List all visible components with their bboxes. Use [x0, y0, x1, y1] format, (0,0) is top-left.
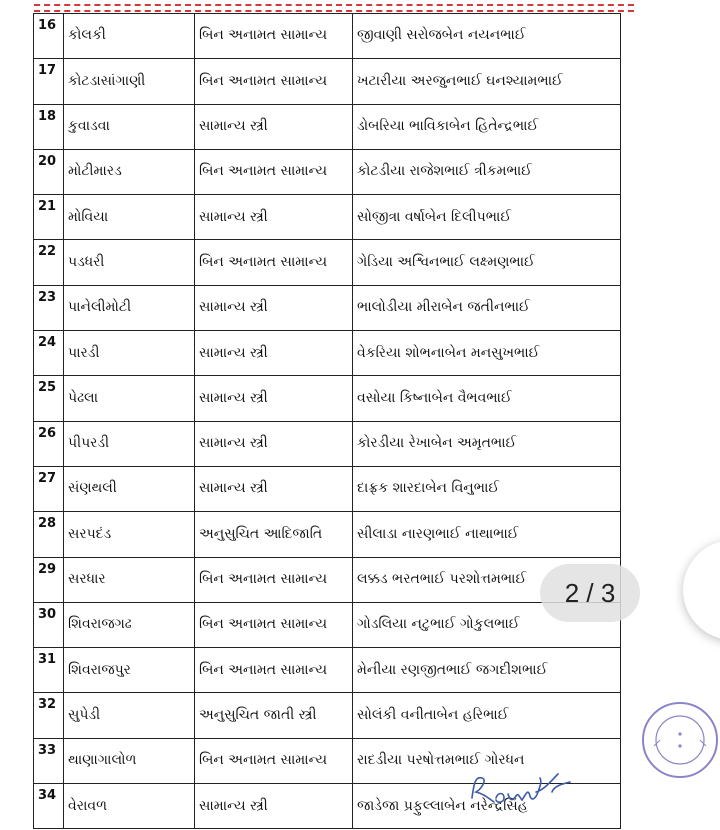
village-cell: પેઢલા: [64, 376, 195, 421]
candidate-name-cell: દાફ્રક શારદાબેન વિનુભાઈ: [353, 466, 621, 511]
category-cell: સામાન્ય સ્ત્રી: [195, 285, 353, 330]
row-number: 17: [34, 59, 64, 104]
page-indicator: 2 / 3: [540, 564, 640, 622]
seal-stamp: [640, 700, 720, 780]
table-row: [34, 648, 621, 693]
category-cell: બિન અનામત સામાન્ય: [195, 149, 353, 194]
top-dashed-rule: [34, 4, 634, 12]
table-row: [34, 466, 621, 511]
row-number: 34: [34, 784, 64, 829]
row-number: 24: [34, 331, 64, 376]
category-cell: બિન અનામત સામાન્ય: [195, 14, 353, 59]
candidate-name-cell: રાદડીયા પરષોત્તમભાઈ ગોરધન: [353, 738, 621, 783]
table-row: [34, 693, 621, 738]
category-cell: સામાન્ય સ્ત્રી: [195, 784, 353, 829]
table-row: [34, 59, 621, 104]
village-cell: સરપદંડ: [64, 512, 195, 557]
village-cell: પાનેલીમોટી: [64, 285, 195, 330]
row-number: 18: [34, 104, 64, 149]
category-cell: બિન અનામત સામાન્ય: [195, 240, 353, 285]
category-cell: સામાન્ય સ્ત્રી: [195, 376, 353, 421]
candidate-name-cell: લક્કડ ભરતભાઈ પરશોત્તમભાઈ: [353, 557, 621, 602]
row-number: 31: [34, 648, 64, 693]
candidates-table: [33, 13, 621, 829]
table-row: [34, 149, 621, 194]
candidate-name-cell: ભાલોડીયા મીરાબેન જતીનભાઈ: [353, 285, 621, 330]
village-cell: પારડી: [64, 331, 195, 376]
village-cell: મોવિયા: [64, 195, 195, 240]
candidate-name-cell: કોટડીયા રાજેશભાઈ ત્રીકમભાઈ: [353, 149, 621, 194]
row-number: 29: [34, 557, 64, 602]
candidate-name-cell: સોલંકી વનીતાબેન હરિભાઈ: [353, 693, 621, 738]
category-cell: અનુસુચિત જાતી સ્ત્રી: [195, 693, 353, 738]
candidate-name-cell: સોજીત્રા વર્ષાબેન દિલીપભાઈ: [353, 195, 621, 240]
village-cell: સુપેડી: [64, 693, 195, 738]
table-row: [34, 240, 621, 285]
next-page-button[interactable]: [683, 540, 720, 640]
table-row: [34, 376, 621, 421]
village-cell: કોટડાસાંગાણી: [64, 59, 195, 104]
candidate-name-cell: મેનીયા રણજીતભાઈ જગદીશભાઈ: [353, 648, 621, 693]
category-cell: બિન અનામત સામાન્ય: [195, 557, 353, 602]
table-row: [34, 557, 621, 602]
candidate-name-cell: સીલાડા નારણભાઈ નાથાભાઈ: [353, 512, 621, 557]
village-cell: થાણાગાલોળ: [64, 738, 195, 783]
row-number: 21: [34, 195, 64, 240]
category-cell: સામાન્ય સ્ત્રી: [195, 466, 353, 511]
table-row: [34, 104, 621, 149]
table-row: [34, 14, 621, 59]
row-number: 30: [34, 602, 64, 647]
village-cell: પીપરડી: [64, 421, 195, 466]
row-number: 27: [34, 466, 64, 511]
table-row: [34, 602, 621, 647]
table-row: [34, 285, 621, 330]
row-number: 26: [34, 421, 64, 466]
row-number: 28: [34, 512, 64, 557]
table-body: [34, 14, 621, 829]
table-row: [34, 421, 621, 466]
candidate-name-cell: ડોબરિયા ભાવિકાબેન હિતેન્દ્રભાઈ: [353, 104, 621, 149]
row-number: 33: [34, 738, 64, 783]
village-cell: પડધરી: [64, 240, 195, 285]
candidate-name-cell: વસોયા કિષ્નાબેન વૈભવભાઈ: [353, 376, 621, 421]
table-row: [34, 195, 621, 240]
village-cell: વેરાવળ: [64, 784, 195, 829]
table-row: [34, 512, 621, 557]
candidate-name-cell: જાડેજા પ્રફુલ્લાબેન નરેન્દ્રસિંહ: [353, 784, 621, 829]
candidate-name-cell: ગેડિયા અશ્વિનભાઈ લક્ષ્મણભાઈ: [353, 240, 621, 285]
village-cell: શિવરાજગઢ: [64, 602, 195, 647]
row-number: 25: [34, 376, 64, 421]
candidate-name-cell: ખટારીયા અરજુનભાઈ ઘનશ્યામભાઈ: [353, 59, 621, 104]
candidate-name-cell: કોરડીયા રેખાબેન અમૃતભાઈ: [353, 421, 621, 466]
candidate-name-cell: ગોડલિયા નટુભાઈ ગોકુલભાઈ: [353, 602, 621, 647]
village-cell: સરધાર: [64, 557, 195, 602]
row-number: 20: [34, 149, 64, 194]
village-cell: સંણથલી: [64, 466, 195, 511]
candidate-name-cell: વેકરિયા શોભનાબેન મનસુખભાઈ: [353, 331, 621, 376]
category-cell: બિન અનામત સામાન્ય: [195, 648, 353, 693]
category-cell: બિન અનામત સામાન્ય: [195, 738, 353, 783]
signature: [466, 768, 586, 812]
row-number: 22: [34, 240, 64, 285]
village-cell: કુવાડવા: [64, 104, 195, 149]
village-cell: શિવરાજપુર: [64, 648, 195, 693]
village-cell: કોલકી: [64, 14, 195, 59]
category-cell: સામાન્ય સ્ત્રી: [195, 421, 353, 466]
village-cell: મોટીમારડ: [64, 149, 195, 194]
row-number: 23: [34, 285, 64, 330]
row-number: 32: [34, 693, 64, 738]
category-cell: બિન અનામત સામાન્ય: [195, 602, 353, 647]
row-number: 16: [34, 14, 64, 59]
table-row: [34, 331, 621, 376]
category-cell: સામાન્ય સ્ત્રી: [195, 331, 353, 376]
category-cell: સામાન્ય સ્ત્રી: [195, 195, 353, 240]
category-cell: બિન અનામત સામાન્ય: [195, 59, 353, 104]
category-cell: સામાન્ય સ્ત્રી: [195, 104, 353, 149]
candidate-name-cell: જીવાણી સરોજબેન નયનભાઈ: [353, 14, 621, 59]
category-cell: અનુસુચિત આદિજાતિ: [195, 512, 353, 557]
